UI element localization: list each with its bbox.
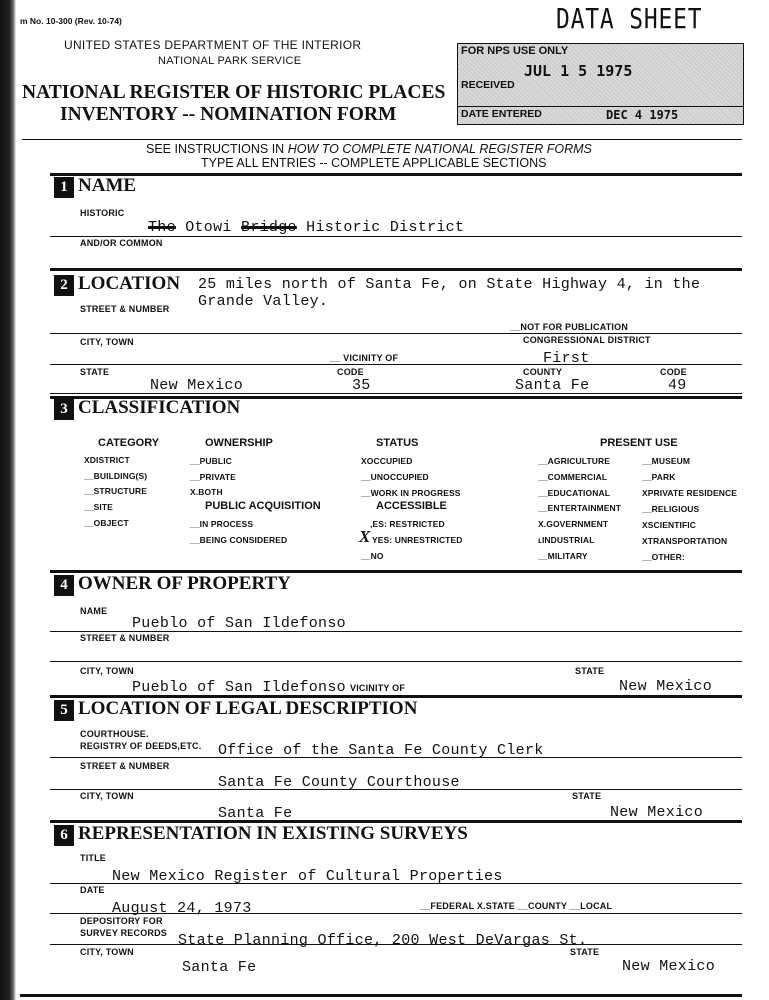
not-for-publication: __NOT FOR PUBLICATION bbox=[510, 322, 629, 332]
use-educational: __EDUCATIONAL bbox=[538, 488, 610, 498]
owner-city-label: CITY, TOWN bbox=[80, 666, 134, 676]
acquisition-being-considered: __BEING CONSIDERED bbox=[190, 535, 288, 545]
bottom-rule bbox=[20, 994, 742, 997]
survey-date-label: DATE bbox=[80, 885, 105, 895]
depository-line bbox=[50, 944, 742, 945]
owner-state: New Mexico bbox=[619, 678, 713, 695]
section2-rule bbox=[50, 268, 742, 271]
owner-street-label: STREET & NUMBER bbox=[80, 633, 170, 643]
legal-street-line bbox=[50, 789, 742, 790]
legal-city-label: CITY, TOWN bbox=[80, 791, 134, 801]
instructions-line1 bbox=[146, 142, 592, 156]
form-number: m No. 10-300 (Rev. 10-74) bbox=[20, 16, 122, 26]
nps-use-box bbox=[457, 43, 744, 125]
owner-name-line bbox=[50, 631, 742, 632]
section3-number: 3 bbox=[54, 399, 74, 420]
section5-number: 5 bbox=[54, 700, 74, 721]
department: UNITED STATES DEPARTMENT OF THE INTERIOR bbox=[64, 38, 362, 52]
survey-title-line bbox=[50, 883, 742, 884]
category-district: XDISTRICT bbox=[84, 455, 130, 465]
legal-city-value: Santa Fe bbox=[218, 805, 293, 822]
date-entered-label: DATE ENTERED bbox=[461, 108, 542, 120]
date-entered-stamp: DEC 4 1975 bbox=[606, 108, 679, 122]
survey-date-line bbox=[50, 913, 742, 914]
category-structure: __STRUCTURE bbox=[84, 486, 147, 496]
accessible-no: __NO bbox=[361, 551, 384, 561]
form-title-line2: INVENTORY -- NOMINATION FORM bbox=[60, 104, 397, 125]
legal-state-value: New Mexico bbox=[610, 804, 704, 821]
accessible-x-mark: X bbox=[359, 527, 371, 546]
park-service: NATIONAL PARK SERVICE bbox=[158, 55, 302, 67]
use-transportation: XTRANSPORTATION bbox=[642, 536, 728, 546]
county-code-label: CODE bbox=[660, 367, 687, 377]
section5-title: LOCATION OF LEGAL DESCRIPTION bbox=[78, 698, 418, 719]
present-use-header: PRESENT USE bbox=[600, 437, 678, 449]
received-stamp: JUL 1 5 1975 bbox=[524, 62, 633, 80]
depository-label-2: SURVEY RECORDS bbox=[80, 928, 167, 938]
state-label: STATE bbox=[80, 367, 110, 377]
city-line bbox=[50, 364, 742, 365]
historic-line bbox=[50, 236, 742, 237]
owner-street-line bbox=[50, 661, 742, 662]
use-military: __MILITARY bbox=[538, 551, 588, 561]
section6-number: 6 bbox=[54, 825, 74, 846]
state-code-value: 35 bbox=[352, 377, 371, 394]
survey-title-value: New Mexico Register of Cultural Properties bbox=[112, 868, 503, 885]
category-object: __OBJECT bbox=[84, 518, 129, 528]
vicinity-label: __ VICINITY OF bbox=[330, 353, 399, 363]
depository-label-1: DEPOSITORY FOR bbox=[80, 916, 163, 926]
courthouse-line bbox=[50, 757, 742, 758]
status-occupied: XOCCUPIED bbox=[361, 456, 413, 466]
legal-street-label: STREET & NUMBER bbox=[80, 761, 170, 771]
county-value: Santa Fe bbox=[515, 377, 590, 394]
nps-use-only: FOR NPS USE ONLY bbox=[461, 45, 569, 57]
form-title-line1: NATIONAL REGISTER OF HISTORIC PLACES bbox=[22, 82, 446, 103]
state-value: New Mexico bbox=[150, 377, 244, 394]
use-industrial: ʟINDUSTRIAL bbox=[538, 535, 595, 545]
city-label: CITY, TOWN bbox=[80, 337, 134, 347]
instructions-line2: TYPE ALL ENTRIES -- COMPLETE APPLICABLE SECTIONS bbox=[201, 156, 547, 170]
county-code-value: 49 bbox=[668, 377, 687, 394]
accessible-unrestricted: YES: UNRESTRICTED bbox=[372, 535, 463, 545]
courthouse-value: Office of the Santa Fe County Clerk bbox=[218, 742, 544, 759]
survey-levels: __FEDERAL X.STATE __COUNTY __LOCAL bbox=[420, 901, 613, 911]
historic-label: HISTORIC bbox=[80, 208, 125, 218]
ownership-header: OWNERSHIP bbox=[205, 437, 273, 449]
data-sheet-heading: DATA SHEET bbox=[556, 2, 703, 35]
courthouse-label-2: REGISTRY OF DEEDS,ETC. bbox=[80, 741, 202, 751]
section2-number: 2 bbox=[54, 275, 74, 296]
street-line2: Grande Valley. bbox=[198, 293, 329, 310]
use-park: __PARK bbox=[642, 472, 676, 482]
survey-city-label: CITY, TOWN bbox=[80, 947, 134, 957]
section2-title: LOCATION bbox=[78, 273, 181, 294]
depository-value: State Planning Office, 200 West DeVargas St. bbox=[178, 932, 588, 949]
section4-number: 4 bbox=[54, 575, 74, 596]
use-agriculture: __AGRICULTURE bbox=[538, 456, 610, 466]
survey-date-value: August 24, 1973 bbox=[112, 900, 252, 917]
street-line bbox=[50, 333, 742, 334]
use-government: X.GOVERNMENT bbox=[538, 519, 609, 529]
public-acquisition-header: PUBLIC ACQUISITION bbox=[205, 500, 321, 512]
street-label: STREET & NUMBER bbox=[80, 304, 170, 314]
street-line1: 25 miles north of Santa Fe, on State Highway 4, in the bbox=[198, 276, 701, 293]
use-religious: __RELIGIOUS bbox=[642, 504, 700, 514]
accessible-restricted: ,ES: RESTRICTED bbox=[370, 519, 445, 529]
acquisition-in-process: __IN PROCESS bbox=[190, 519, 254, 529]
owner-name-label: NAME bbox=[80, 606, 108, 616]
owner-name: Pueblo of San Ildefonso bbox=[132, 615, 346, 632]
use-other: __OTHER: bbox=[642, 552, 685, 562]
use-commercial: __COMMERCIAL bbox=[538, 472, 608, 482]
use-scientific: XSCIENTIFIC bbox=[642, 520, 696, 530]
section6-title: REPRESENTATION IN EXISTING SURVEYS bbox=[78, 823, 468, 844]
use-private-residence: XPRIVATE RESIDENCE bbox=[642, 488, 738, 498]
ownership-both: X.BOTH bbox=[190, 487, 223, 497]
legal-street-value: Santa Fe County Courthouse bbox=[218, 774, 460, 791]
section1-rule bbox=[50, 173, 742, 176]
owner-state-label: STATE bbox=[575, 666, 605, 676]
code-label: CODE bbox=[337, 367, 364, 377]
received-label: RECEIVED bbox=[461, 79, 515, 91]
nps-divider bbox=[458, 106, 743, 107]
status-work-in-progress: __WORK IN PROGRESS bbox=[361, 488, 461, 498]
survey-state-label: STATE bbox=[570, 947, 600, 957]
header-rule bbox=[22, 139, 742, 140]
use-entertainment: __ENTERTAINMENT bbox=[538, 503, 622, 513]
survey-city-value: Santa Fe bbox=[182, 959, 257, 976]
ownership-public: __PUBLIC bbox=[190, 456, 232, 466]
instructions-pre: SEE INSTRUCTIONS IN bbox=[146, 142, 288, 156]
legal-state-label: STATE bbox=[572, 791, 602, 801]
county-label: COUNTY bbox=[523, 367, 563, 377]
struck-word-the: The bbox=[148, 219, 176, 236]
congressional-value: First bbox=[543, 350, 590, 367]
courthouse-label-1: COURTHOUSE. bbox=[80, 729, 149, 739]
common-label: AND/OR COMMON bbox=[80, 238, 163, 248]
survey-state-value: New Mexico bbox=[622, 958, 716, 975]
survey-title-label: TITLE bbox=[80, 853, 106, 863]
owner-vicinity-label: VICINITY OF bbox=[350, 683, 406, 693]
state-line bbox=[50, 393, 742, 394]
ownership-private: __PRIVATE bbox=[190, 472, 236, 482]
status-header: STATUS bbox=[376, 437, 419, 449]
scan-edge bbox=[0, 0, 16, 1000]
section3-title: CLASSIFICATION bbox=[78, 397, 241, 418]
struck-word-bridge: Bridge bbox=[241, 219, 297, 236]
historic-name-end: Historic District bbox=[296, 219, 465, 236]
section4-title: OWNER OF PROPERTY bbox=[78, 573, 291, 594]
congressional-label: CONGRESSIONAL DISTRICT bbox=[523, 335, 651, 345]
category-header: CATEGORY bbox=[98, 437, 160, 449]
category-buildings: __BUILDING(S) bbox=[84, 471, 148, 481]
use-museum: __MUSEUM bbox=[642, 456, 691, 466]
historic-name bbox=[148, 219, 464, 236]
section1-title: NAME bbox=[78, 175, 137, 196]
category-site: __SITE bbox=[84, 502, 113, 512]
instructions-book: HOW TO COMPLETE NATIONAL REGISTER FORMS bbox=[287, 142, 592, 156]
status-unoccupied: __UNOCCUPIED bbox=[361, 472, 429, 482]
historic-name-mid: Otowi bbox=[175, 219, 242, 236]
accessible-header: ACCESSIBLE bbox=[376, 500, 447, 512]
owner-city: Pueblo of San Ildefonso bbox=[132, 679, 346, 696]
section1-number: 1 bbox=[54, 177, 74, 198]
